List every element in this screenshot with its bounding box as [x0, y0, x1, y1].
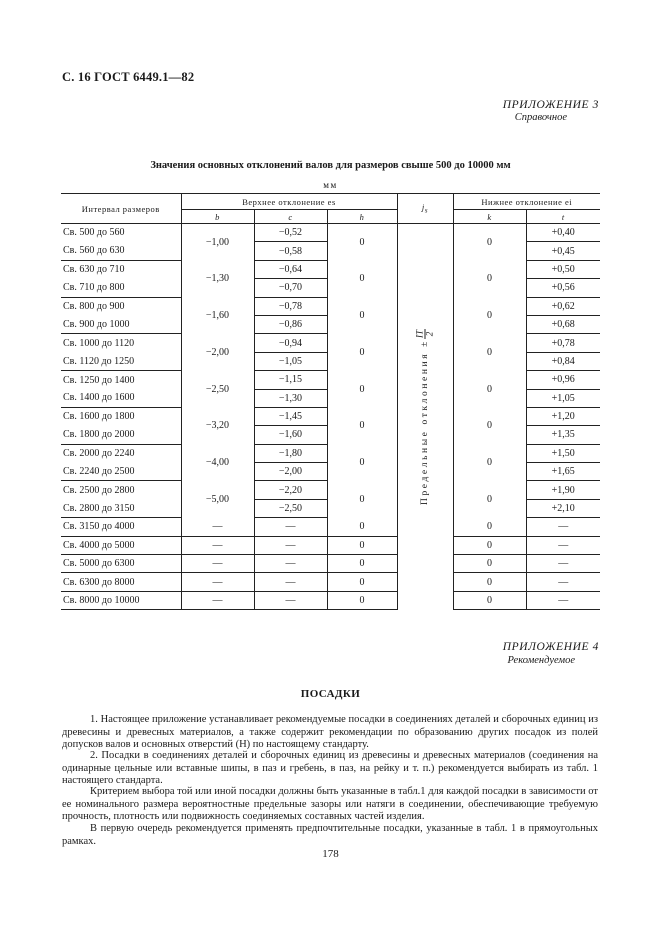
table-row: [61, 573, 600, 591]
k-cell: 0: [453, 297, 526, 334]
k-cell: 0: [453, 518, 526, 536]
interval-cell: Св. 1800 до 2000: [61, 426, 181, 444]
t-cell: +1,65: [526, 463, 600, 481]
paragraph-3: [62, 786, 598, 824]
js-text: Предельные отклонения ±: [420, 338, 431, 505]
c-cell: —: [254, 536, 327, 554]
section-title: ПОСАДКИ: [300, 688, 361, 700]
h-cell: 0: [327, 591, 397, 609]
b-cell: —: [181, 518, 254, 536]
header-lower-deviation: Нижнее отклонение ei: [453, 194, 600, 210]
paragraph-2: [62, 750, 598, 788]
table-title: Значения основных отклонений валов для размеров свыше 500 до 10000 мм: [150, 160, 511, 171]
h-cell: 0: [327, 518, 397, 536]
paragraph-4-text: В первую очередь рекомендуется применять предпочтительные посадки, указанные в табл. 1 в прямоугольных рамках.: [62, 823, 598, 847]
h-cell: 0: [327, 481, 397, 518]
h-cell: 0: [327, 573, 397, 591]
table-row: [61, 297, 600, 315]
paragraph-4: [62, 823, 598, 848]
b-cell: —: [181, 591, 254, 609]
js-cell: [397, 224, 453, 610]
header-c: c: [254, 210, 327, 224]
header-b: b: [181, 210, 254, 224]
b-cell: −2,00: [181, 334, 254, 371]
h-cell: 0: [327, 297, 397, 334]
table-row: [61, 334, 600, 352]
b-cell: —: [181, 555, 254, 573]
c-cell: −1,80: [254, 444, 327, 462]
interval-cell: Св. 630 до 710: [61, 260, 181, 278]
b-cell: —: [181, 536, 254, 554]
b-cell: −5,00: [181, 481, 254, 518]
t-cell: —: [526, 518, 600, 536]
interval-cell: Св. 1250 до 1400: [61, 371, 181, 389]
c-cell: −1,30: [254, 389, 327, 407]
b-cell: —: [181, 573, 254, 591]
appendix-3-subtitle: Справочное: [514, 112, 567, 123]
c-cell: —: [254, 591, 327, 609]
c-cell: —: [254, 555, 327, 573]
interval-cell: Св. 1400 до 1600: [61, 389, 181, 407]
paragraph-1: [62, 714, 598, 752]
js-fraction: [416, 329, 435, 339]
table-row: [61, 407, 600, 425]
header-js: [397, 194, 453, 224]
header-js-sub: s: [424, 206, 429, 215]
header-upper-deviation: Верхнее отклонение es: [181, 194, 397, 210]
paragraph-3-text: Критерием выбора той или иной посадки должны быть указанные в табл.1 для каждой посадки в зависимости от ее номинального размера вероятностные предельные зазоры или натяги в соединении, обеспечивающие требуемую прочность, плотность или подвижность соединяемых составных частей изделия.: [62, 786, 598, 823]
k-cell: 0: [453, 224, 526, 261]
interval-cell: Св. 2240 до 2500: [61, 463, 181, 481]
t-cell: +0,50: [526, 260, 600, 278]
c-cell: −0,94: [254, 334, 327, 352]
table-row: [61, 444, 600, 462]
interval-cell: Св. 500 до 560: [61, 224, 181, 242]
page-number: 178: [322, 848, 339, 860]
interval-cell: Св. 4000 до 5000: [61, 536, 181, 554]
b-cell: −1,60: [181, 297, 254, 334]
k-cell: 0: [453, 444, 526, 481]
t-cell: +0,68: [526, 315, 600, 333]
table-row: [61, 224, 600, 242]
t-cell: +1,05: [526, 389, 600, 407]
c-cell: −2,20: [254, 481, 327, 499]
table-row: [61, 591, 600, 609]
interval-cell: Св. 710 до 800: [61, 279, 181, 297]
h-cell: 0: [327, 555, 397, 573]
c-cell: —: [254, 573, 327, 591]
interval-cell: Св. 5000 до 6300: [61, 555, 181, 573]
k-cell: 0: [453, 555, 526, 573]
interval-cell: Св. 800 до 900: [61, 297, 181, 315]
header-interval: Интервал размеров: [61, 194, 181, 224]
c-cell: −1,60: [254, 426, 327, 444]
t-cell: +2,10: [526, 499, 600, 517]
interval-cell: Св. 900 до 1000: [61, 315, 181, 333]
t-cell: +0,78: [526, 334, 600, 352]
t-cell: +0,45: [526, 242, 600, 260]
table-row: [61, 260, 600, 278]
c-cell: −1,45: [254, 407, 327, 425]
interval-cell: Св. 8000 до 10000: [61, 591, 181, 609]
interval-cell: Св. 1120 до 1250: [61, 352, 181, 370]
h-cell: 0: [327, 407, 397, 444]
c-cell: −0,52: [254, 224, 327, 242]
t-cell: +0,40: [526, 224, 600, 242]
interval-cell: Св. 3150 до 4000: [61, 518, 181, 536]
k-cell: 0: [453, 260, 526, 297]
h-cell: 0: [327, 444, 397, 481]
table-row: [61, 536, 600, 554]
table-row: [61, 555, 600, 573]
k-cell: 0: [453, 407, 526, 444]
b-cell: −1,30: [181, 260, 254, 297]
b-cell: −2,50: [181, 371, 254, 408]
paragraph-1-text: 1. Настоящее приложение устанавливает рекомендуемые посадки в соединениях деталей и сборочных единиц из древесины и древесных материалов, а также содержит рекомендации по образованию других посадок из полей допусков валов и основных отверстий (H) по настоящему стандарту.: [62, 714, 598, 751]
c-cell: −2,00: [254, 463, 327, 481]
c-cell: −0,86: [254, 315, 327, 333]
paragraph-2-text: 2. Посадки в соединениях деталей и сборочных единиц из древесины и древесных материалов (соединения на одинарные цельные или вставные шипы, в паз и гребень, в паз, на рейку и т. п.) рекомендуется выбирать из табл. 1 настоящего стандарта.: [62, 750, 598, 787]
interval-cell: Св. 2500 до 2800: [61, 481, 181, 499]
header-h: h: [327, 210, 397, 224]
header-k: k: [453, 210, 526, 224]
k-cell: 0: [453, 334, 526, 371]
t-cell: +0,96: [526, 371, 600, 389]
table-units: мм: [323, 180, 338, 190]
header-t: t: [526, 210, 600, 224]
t-cell: +1,90: [526, 481, 600, 499]
h-cell: 0: [327, 334, 397, 371]
header-js-letter: j: [421, 202, 425, 213]
table-row: [61, 371, 600, 389]
t-cell: +0,56: [526, 279, 600, 297]
t-cell: —: [526, 573, 600, 591]
t-cell: +1,35: [526, 426, 600, 444]
k-cell: 0: [453, 573, 526, 591]
c-cell: —: [254, 518, 327, 536]
t-cell: +1,50: [526, 444, 600, 462]
t-cell: —: [526, 591, 600, 609]
c-cell: −0,64: [254, 260, 327, 278]
t-cell: —: [526, 536, 600, 554]
c-cell: −1,05: [254, 352, 327, 370]
c-cell: −2,50: [254, 499, 327, 517]
deviations-table: [61, 193, 600, 610]
b-cell: −3,20: [181, 407, 254, 444]
b-cell: −4,00: [181, 444, 254, 481]
h-cell: 0: [327, 260, 397, 297]
h-cell: 0: [327, 224, 397, 261]
interval-cell: Св. 560 до 630: [61, 242, 181, 260]
interval-cell: Св. 2000 до 2240: [61, 444, 181, 462]
page-header: С. 16 ГОСТ 6449.1—82: [62, 70, 195, 84]
b-cell: −1,00: [181, 224, 254, 261]
k-cell: 0: [453, 481, 526, 518]
js-fraction-den: 2: [424, 331, 435, 337]
js-fraction-num: IT: [414, 329, 425, 338]
js-vertical-text: [416, 329, 435, 505]
appendix-4-title: ПРИЛОЖЕНИЕ 4: [502, 641, 599, 653]
c-cell: −0,70: [254, 279, 327, 297]
h-cell: 0: [327, 371, 397, 408]
table-row: [61, 518, 600, 536]
k-cell: 0: [453, 371, 526, 408]
c-cell: −1,15: [254, 371, 327, 389]
t-cell: +0,84: [526, 352, 600, 370]
appendix-3-title: ПРИЛОЖЕНИЕ 3: [502, 99, 599, 111]
table-row: [61, 481, 600, 499]
interval-cell: Св. 1600 до 1800: [61, 407, 181, 425]
k-cell: 0: [453, 591, 526, 609]
t-cell: —: [526, 555, 600, 573]
h-cell: 0: [327, 536, 397, 554]
t-cell: +1,20: [526, 407, 600, 425]
t-cell: +0,62: [526, 297, 600, 315]
k-cell: 0: [453, 536, 526, 554]
interval-cell: Св. 6300 до 8000: [61, 573, 181, 591]
interval-cell: Св. 1000 до 1120: [61, 334, 181, 352]
appendix-4-subtitle: Рекомендуемое: [507, 655, 575, 666]
c-cell: −0,78: [254, 297, 327, 315]
interval-cell: Св. 2800 до 3150: [61, 499, 181, 517]
c-cell: −0,58: [254, 242, 327, 260]
